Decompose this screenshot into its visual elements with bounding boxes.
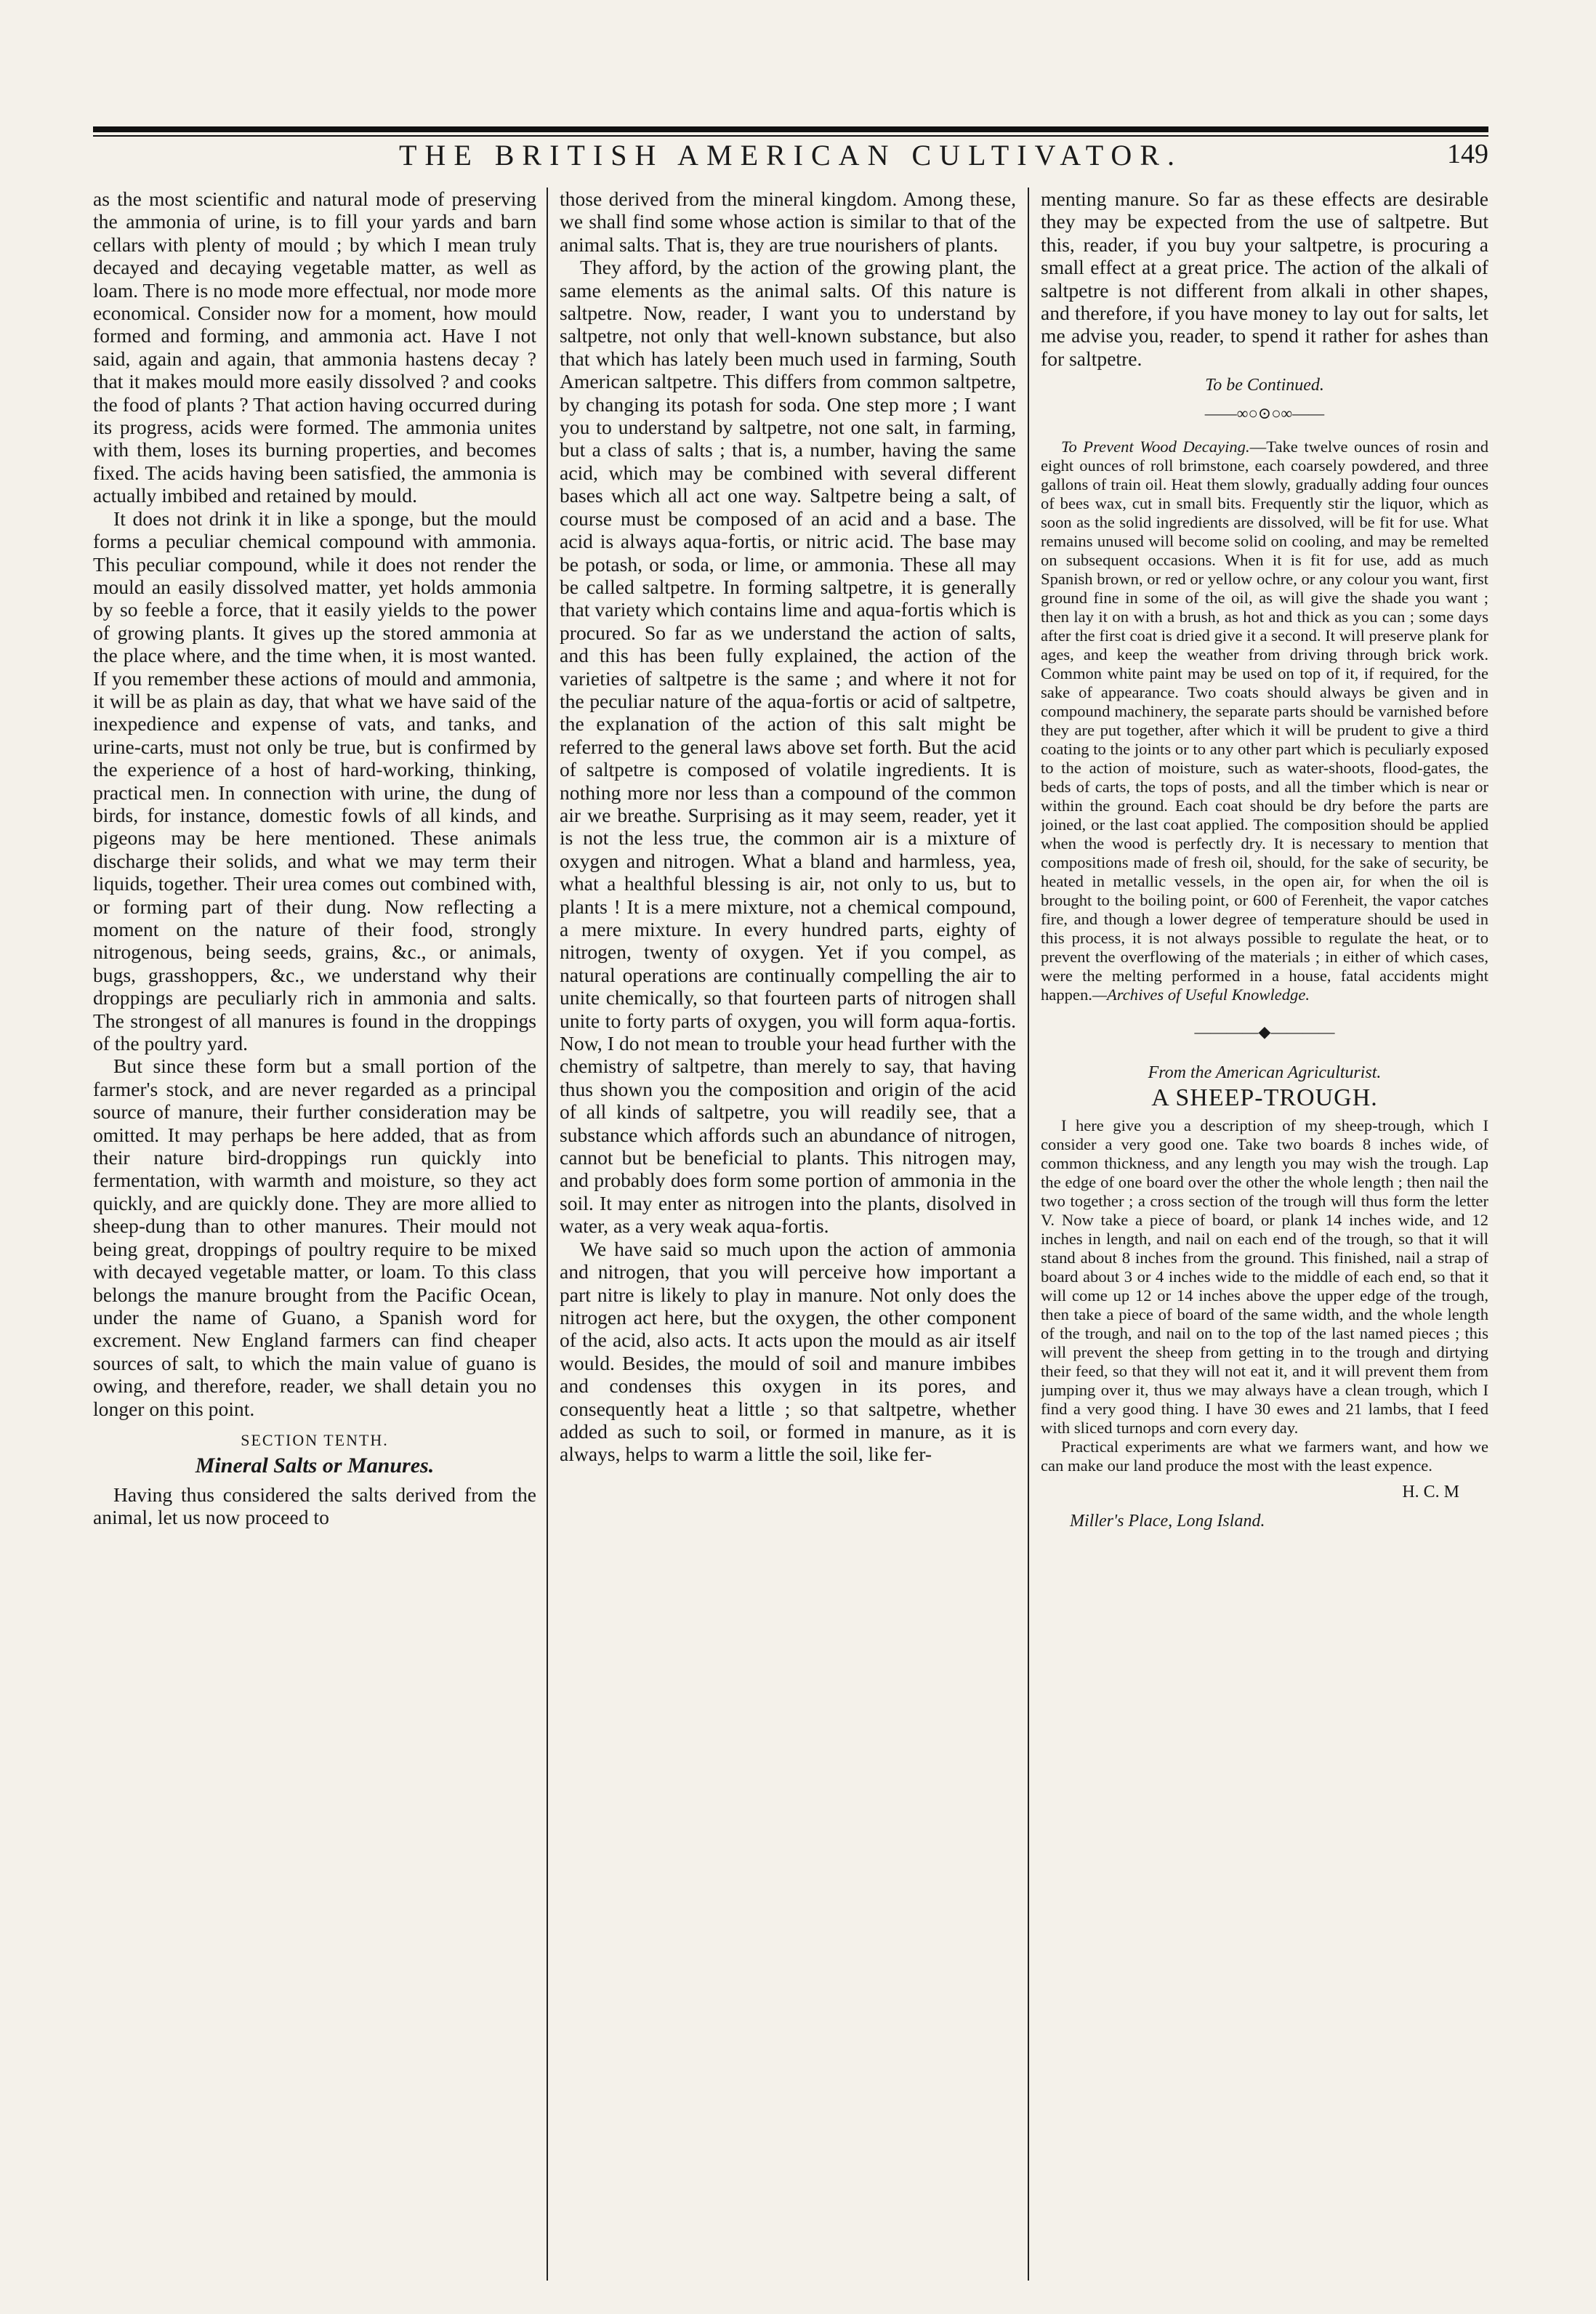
header-rule-thick bbox=[93, 126, 1488, 132]
signature: H. C. M bbox=[1402, 1483, 1459, 1502]
source-line: From the American Agriculturist. bbox=[1148, 1063, 1382, 1083]
sheep-article bbox=[1041, 1116, 1488, 1475]
article-source: —Archives of Useful Knowledge. bbox=[1092, 985, 1310, 1004]
ornament-divider: ——∞○⊙○∞—— bbox=[1204, 403, 1325, 422]
header-rule-thin bbox=[93, 135, 1488, 137]
section-heading: SECTION TENTH. bbox=[241, 1430, 389, 1449]
paragraph: Having thus considered the salts derived from the animal, let us now proceed to bbox=[93, 1483, 536, 1529]
column-left bbox=[93, 188, 536, 2281]
page-number: 149 bbox=[1447, 139, 1488, 169]
paragraph: those derived from the mineral kingdom. Among these, we shall find some whose action is similar to that of the animal salts. That is, they are true nourishers of plants. bbox=[560, 188, 1016, 256]
column-divider bbox=[547, 188, 548, 2281]
column-right bbox=[1041, 188, 1488, 2281]
column-divider bbox=[1028, 188, 1029, 2281]
paragraph: They afford, by the action of the growing plant, the same elements as the animal salts. Of this nature is saltpetre. Now, reader, I want you to understand by saltpetre, not only that well-known substance, but also that which has lately been much used in farming, South American saltpetre. This differs from common saltpetre, by changing its potash for soda. One step more ; I want you to understand by saltpetre, not one salt, in farming, but a class of salts ; that is, a number, having the same acid, which may be combined with several different bases which all act one way. Saltpetre being a salt, of course must be composed of an acid and a base. The acid is always aqua-fortis, or nitric acid. The base may be potash, or soda, or lime, or ammonia. These all may be called saltpetre. In forming saltpetre, it is generally that variety which contains lime and aqua-fortis which is procured. So far as we understand the action of salts, and this has been fully explained, the action of the varieties of saltpetre is the same ; and where it not for the peculiar nature of the aqua-fortis or acid of saltpetre, the explanation of the action of this salt might be referred to the general laws above set forth. But the acid of saltpetre is composed of volatile ingredients. It is nothing more nor less than a compound of the common air we breathe. Surprising as it may seem, reader, yet it is not the less true, the common air is a mixture of oxygen and nitrogen. What a bland and harmless, yea, what a healthful blessing is air, not only to us, but to plants ! It is a mere mixture, not a chemical compound, a mere mixture. In every hundred parts, eighty of nitrogen, twenty of oxygen. Yet if you compel, as natural operations are continually compelling the air to unite chemically, so that fourteen parts of nitrogen shall unite to forty parts of oxygen, you will form aqua-fortis. Now, I do not mean to trouble your head further with the chemistry of saltpetre, than merely to say, that having thus shown you the composition and origin of the acid of all kinds of saltpetre, you will readily see, that a substance which affords such an abundance of nitrogen, cannot but be beneficial to plants. This nitrogen may, and probably does form some portion of ammonia in the soil. It may enter as nitrogen into the plants, disolved in water, as a very weak aqua-fortis. bbox=[560, 256, 1016, 1238]
column-middle bbox=[560, 188, 1016, 2281]
paragraph: as the most scientific and natural mode of preserving the ammonia of urine, is to fill your yards and barn cellars with plenty of mould ; by which I mean truly decayed and decaying vegetable matter, as well as loam. There is no mode more effectual, nor mode more economical. Consider now for a moment, how mould formed and forming, and ammonia act. Have I not said, again and again, that ammonia hastens decay ? that it makes mould more easily dissolved ? and cooks the food of plants ? That action having occurred during its progress, acids were formed. The ammonia unites with them, loses its burning properties, and becomes fixed. The acids having been satisfied, the ammonia is actually imbibed and retained by mould. bbox=[93, 188, 536, 507]
paragraph: menting manure. So far as these effects are desirable they may be expected from the use of saltpetre. But this, reader, if you buy your saltpetre, is procuring a small effect at a great price. The action of the alkali of saltpetre is not different from alkali in other shapes, and therefore, if you have money to lay out for salts, let me advise you, reader, to spend it rather for ashes than for saltpetre. bbox=[1041, 188, 1488, 370]
paragraph: We have said so much upon the action of ammonia and nitrogen, that you will perceive how important a part nitre is likely to play in manure. Not only does the nitrogen act here, but the oxygen, the other component of the acid, also acts. It acts upon the mould as air itself would. Besides, the mould of soil and manure imbibes and condenses this oxygen in its pores, and consequently heat a little ; so that saltpetre, whether added as such to soil, or formed in manure, as it is always, helps to warm a little the soil, like fer- bbox=[560, 1237, 1016, 1466]
section-subheading: Mineral Salts or Manures. bbox=[195, 1454, 435, 1478]
wood-article bbox=[1041, 438, 1488, 1004]
article-title: To Prevent Wood Decaying. bbox=[1061, 438, 1250, 456]
paragraph: It does not drink it in like a sponge, but the mould forms a peculiar chemical compound with ammonia. This peculiar compound, while it does not render the mould an easily dissolved matter, yet holds ammonia by so feeble a force, that it easily yields to the power of growing plants. It gives up the stored ammonia at the place where, and the time when, it is most wanted. If you remember these actions of mould and ammonia, it will be as plain as day, that what we have said of the inexpedience and expense of vats, and tanks, and urine-carts, must not only be true, but is confirmed by the experience of a host of hard-working, thinking, practical men. In connection with urine, the dung of birds, for instance, domestic fowls of all kinds, and pigeons may be here mentioned. These animals discharge their solids, and what we may term their liquids, together. Their urea comes out combined with, or forming part of their dung. Now reflecting a moment on the nature of their food, strongly nitrogenous, being seeds, grains, &c., or animals, bugs, grasshoppers, &c., we understand why their droppings are peculiarly rich in ammonia and salts. The strongest of all manures is found in the droppings of the poultry yard. bbox=[93, 507, 536, 1055]
page-header bbox=[93, 138, 1488, 183]
paragraph: I here give you a description of my sheep-trough, which I consider a very good one. Take two boards 8 inches wide, of common thickness, and any length you may wish the trough. Lap the edge of one board over the other the whole length ; then nail the two together ; a cross section of the trough will thus form the letter V. Now take a piece of board, or plank 14 inches wide, and 12 inches in length, and nail on each end of the trough, so that it will stand about 8 inches from the ground. This finished, nail a strap of board about 3 or 4 inches wide to the middle of each end, so that it will come up 12 or 14 inches above the upper edge of the trough, then take a piece of board of the same width, and the whole length of the trough, and nail on to the top of the last named pieces ; this will prevent the sheep from getting in to the trough and dirtying their feed, so that they will not eat it, and it will prevent them from jumping over it, thus we may always have a clean trough, which I find a very good thing. I have 30 ewes and 21 lambs, that I feed with sliced turnops and corn every day. bbox=[1041, 1116, 1488, 1438]
continued-note: To be Continued. bbox=[1205, 376, 1324, 395]
paragraph: Practical experiments are what we farmers want, and how we can make our land produce the most with the least expence. bbox=[1041, 1438, 1488, 1475]
place-line: Miller's Place, Long Island. bbox=[1070, 1511, 1265, 1531]
article-columns bbox=[93, 188, 1488, 2281]
ornament-divider: ————◆———— bbox=[1194, 1023, 1335, 1041]
article-body: —Take twelve ounces of rosin and eight ounces of roll brimstone, each coarsely powdered, and three gallons of train oil. Heat them slowly, gradually adding four ounces of bees wax, cut in small bits. Frequently stir the liquor, which as soon as the solid ingredients are dissolved, will be fit for use. What remains unused will become solid on cooling, and may be remelted on subsequent occasions. When it is fit for use, add as much Spanish brown, or red or yellow ochre, or any colour you want, first ground fine in some of the oil, as will give the shade you want ; then lay it on with a brush, as hot and thick as you can ; some days after the first coat is dried give it a second. It will preserve plank for ages, and keep the weather from driving through brick work. Common white paint may be used on top of it, if required, for the sake of appearance. Two coats should always be given and in compound machinery, the separate parts should be varnished before they are put together, after which it will be prudent to give a third coating to the joints or to any other part which is peculiarly exposed to the action of moisture, such as water-shoots, flood-gates, the beds of carts, the tops of posts, and all the timber which is near or within the ground. Each coat should be dry before the parts are joined, or the last coat applied. The composition should be applied when the wood is perfectly dry. It is necessary to mention that compositions made of fresh oil, should, for the sake of security, be heated in metallic vessels, in the open air, for when the oil is brought to the boiling point, or 600 of Ferenheit, the vapor catches fire, and though a lower degree of temperature should be used in this process, it is not always possible to regulate the heat, or to prevent the overflowing of the materials ; in either of which cases, were the melting performed in a house, fatal accidents might happen. bbox=[1041, 438, 1488, 1004]
article-heading: A SHEEP-TROUGH. bbox=[1151, 1084, 1378, 1111]
masthead-title: THE BRITISH AMERICAN CULTIVATOR. bbox=[399, 139, 1182, 172]
paragraph: But since these form but a small portion of the farmer's stock, and are never regarded as a principal source of manure, their further consideration may be omitted. It may perhaps be here added, that as from their nature bird-droppings run quickly into fermentation, with warmth and moisture, so they act quickly, and are quickly done. They are more allied to sheep-dung than to other manures. Their mould not being great, droppings of poultry require to be mixed with decayed vegetable matter, or loam. To this class belongs the manure brought from the Pacific Ocean, under the name of Guano, a Spanish word for excrement. New England farmers can find cheaper sources of salt, to which the main value of guano is owing, and therefore, reader, we shall detain you no longer on this point. bbox=[93, 1055, 536, 1420]
